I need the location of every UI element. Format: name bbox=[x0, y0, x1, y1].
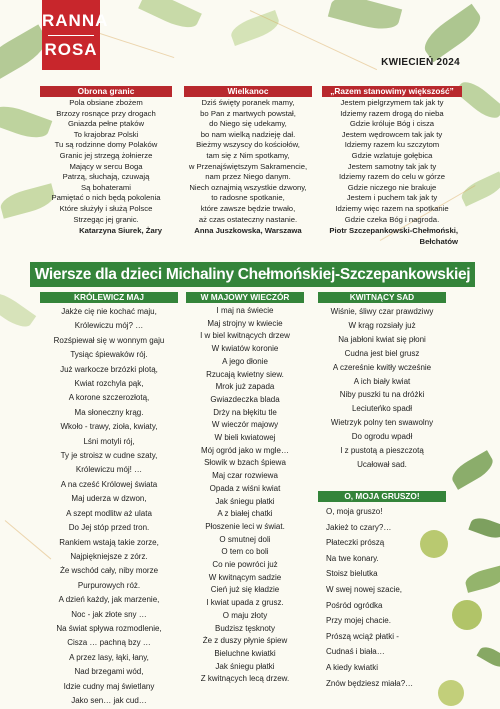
poem-line: Rozśpiewał się w wonnym gaju bbox=[53, 335, 165, 345]
poem-line: Co nie powróci już bbox=[212, 560, 278, 570]
poem-line: Leciuteńko spadł bbox=[351, 404, 413, 414]
poem-line: Lśni motyli rój, bbox=[83, 436, 135, 446]
poem-line: I maj na świecie bbox=[216, 306, 274, 315]
poem-line: Jestem i puchem tak jak ty bbox=[346, 193, 438, 203]
poem-line: Jak śniegu płatki bbox=[215, 661, 275, 671]
section-banner: Wiersze dla dzieci Michaliny Chełmońskiej-Szczepankowskiej bbox=[30, 262, 475, 287]
poem-line: Drży na błękitu tle bbox=[213, 407, 277, 417]
poem-line: Maj uderza w dzwon, bbox=[71, 494, 147, 504]
poem-line: Budzisz tęsknoty bbox=[214, 623, 276, 633]
poem-line: Maj czar rozwiewa bbox=[212, 471, 278, 481]
leaf-decoration bbox=[477, 643, 500, 670]
poem-line: Gniazda pełne ptaków bbox=[67, 119, 145, 129]
poem-line: Do ogrodu wpadł bbox=[351, 432, 413, 442]
poem-wielkanoc bbox=[184, 86, 312, 237]
poem-line: I kwiat upada z grusz. bbox=[206, 598, 284, 608]
leaf-decoration bbox=[448, 450, 497, 490]
poem-title: Wielkanoc bbox=[184, 86, 312, 97]
poem-title: O, MOJA GRUSZO! bbox=[318, 491, 446, 502]
poem-line: Na jabłoni kwiat się płoni bbox=[338, 334, 426, 344]
leaf-decoration bbox=[418, 4, 486, 63]
poem-line: Nad brzegami wód, bbox=[74, 667, 144, 677]
poem-line: Cień już się kładzie bbox=[210, 585, 280, 595]
poem-line: Pamiętać o nich będą pokolenia bbox=[51, 193, 161, 203]
poem-line: W swej nowej szacie, bbox=[326, 584, 403, 594]
poem-line: Tu są rodzinne domy Polaków bbox=[54, 140, 158, 150]
poem-line: W wieczór majowy bbox=[211, 420, 279, 430]
poem-title: KWITNĄCY SAD bbox=[318, 292, 446, 303]
poem-line: Opada z wiśni kwiat bbox=[209, 483, 281, 493]
poem-line: A ich biały kwiat bbox=[353, 376, 411, 386]
poem-line: Gdzie niczego nie brakuje bbox=[347, 182, 437, 192]
poem-line: Z kwitnących lecą drzew. bbox=[200, 674, 290, 684]
poem-line: Najpiękniejsze z zórz. bbox=[70, 551, 148, 561]
poem-title: KRÓLEWICZ MAJ bbox=[40, 292, 178, 303]
poem-line: Znów będziesz miała?… bbox=[326, 678, 414, 688]
poem-title: Obrona granic bbox=[40, 86, 172, 97]
poem-line: W bieli kwiatowej bbox=[214, 433, 276, 443]
poem-line: Mój ogród jako w mgle… bbox=[200, 445, 290, 455]
leaf-decoration bbox=[328, 0, 402, 35]
poem-kwitnacy-sad bbox=[318, 292, 446, 472]
poem-line: Gdzie króluje Bóg i cisza bbox=[349, 119, 435, 129]
poem-line: aż czas ostateczny nastanie. bbox=[198, 214, 298, 224]
poem-line: A przez lasy, łąki, łany, bbox=[69, 652, 149, 662]
poem-line: Kwiat rozchyla pąk, bbox=[74, 379, 144, 389]
issue-label: KWIECIEŃ 2024 bbox=[381, 57, 460, 68]
poem-title: „Razem stanowimy większość” bbox=[322, 86, 462, 97]
poem-line: A korone szczerozłotą, bbox=[68, 393, 150, 403]
poem-line: Królewiczu mój? … bbox=[74, 321, 144, 331]
poem-line: w Przenajświętszym Sakramencie, bbox=[188, 161, 308, 171]
poem-line: Cudnaś i biała… bbox=[326, 647, 385, 657]
poem-line: Maj strojny w kwiecie bbox=[207, 318, 283, 328]
poem-line: Idziemy więc razem na spotkanie bbox=[335, 203, 449, 213]
poem-line: Niby puszki tu na dróżki bbox=[339, 390, 425, 400]
poem-author: Anna Juszkowska, Warszawa bbox=[194, 226, 302, 236]
leaf-decoration bbox=[0, 287, 36, 332]
leaf-decoration bbox=[458, 171, 500, 206]
poem-line: Stoisz bielutka bbox=[326, 569, 378, 579]
poem-line: Bieluchne kwiatki bbox=[214, 648, 276, 658]
poem-line: Jestem samotny tak jak ty bbox=[347, 161, 437, 171]
poem-line: Że wschód cały, niby morze bbox=[59, 566, 159, 576]
poem-line: Idzie cudny maj świetlany bbox=[63, 681, 155, 691]
poem-line: Idziemy razem ku szczytom bbox=[344, 140, 440, 150]
poem-line: A dzień każdy, jak marzenie, bbox=[58, 595, 160, 605]
poem-line: Przy mojej chacie. bbox=[326, 616, 391, 626]
poem-line: To krajobraz Polski bbox=[73, 129, 139, 139]
poem-line: Na świat spływa rozmodlenie, bbox=[56, 623, 162, 633]
poem-line: Noc - jak złote sny … bbox=[71, 609, 147, 619]
poem-line: tam się z Nim spotkamy, bbox=[206, 150, 290, 160]
poem-obrona-granic bbox=[40, 86, 172, 237]
poem-line: O maju złoty bbox=[222, 610, 268, 620]
poem-line: Wietrzyk polny ten swawolny bbox=[330, 418, 434, 428]
poem-line: A szept modlitw aż ulata bbox=[66, 508, 152, 518]
poem-line: Tysiąc śpiewaków rój. bbox=[70, 350, 148, 360]
poem-line: Jakież to czary?… bbox=[326, 522, 392, 532]
poem-line: do Niego się udekamy, bbox=[209, 119, 287, 129]
poem-line: Strzegąc jej granic. bbox=[73, 214, 139, 224]
poem-line: A kiedy kwiatki bbox=[326, 662, 379, 672]
poem-line: Są bohaterami bbox=[81, 182, 131, 192]
poem-line: Mający w sercu Boga bbox=[69, 161, 143, 171]
poem-line: O, moja gruszo! bbox=[326, 507, 383, 516]
leaf-decoration bbox=[468, 514, 500, 541]
poem-line: bo nam wielką nadzieję dał. bbox=[200, 129, 296, 139]
poem-line: Brzozy rosnące przy drogach bbox=[56, 108, 156, 118]
poem-line: Purpurowych róż. bbox=[77, 580, 141, 590]
poem-krolewicz-maj bbox=[40, 292, 178, 708]
poem-line: Cudna jest biel grusz bbox=[344, 348, 420, 358]
poem-line: A jego dłonie bbox=[222, 356, 268, 366]
poem-line: Ucałował sad. bbox=[357, 459, 407, 469]
pear-decoration bbox=[452, 600, 482, 630]
poem-line: Bieżmy wszyscy do kościołów, bbox=[196, 140, 300, 150]
poem-line: nam przez Niego danym. bbox=[205, 172, 291, 182]
poem-line: W kwiatów koronie bbox=[211, 344, 279, 354]
poem-line: Rankiem wstają takie zorze, bbox=[59, 537, 159, 547]
poem-line: Jako sen… jak cud… bbox=[71, 695, 147, 705]
logo-divider bbox=[48, 35, 94, 36]
poem-line: bo Pan z martwych powstał, bbox=[200, 108, 296, 118]
poem-line: Prószą wciąż płatki - bbox=[326, 631, 399, 641]
leaf-decoration bbox=[138, 0, 202, 34]
poem-line: Rzucają kwietny siew. bbox=[206, 369, 284, 379]
poem-line: to radosne spotkanie, bbox=[211, 193, 285, 203]
poem-line: Ty je stroisz w cudne szaty, bbox=[60, 451, 158, 461]
poem-line: Idziemy razem do celu w górze bbox=[339, 172, 445, 182]
poem-line: Niech oznajmią wszystkie dzwony, bbox=[189, 182, 307, 192]
poem-line: Do Jej stóp przed tron. bbox=[68, 523, 150, 533]
logo-line-2: ROSA bbox=[44, 40, 98, 59]
poem-line: Ma słoneczny krąg. bbox=[74, 407, 144, 417]
poem-line: Dziś święty poranek mamy, bbox=[201, 98, 295, 107]
poem-line: Jestem pielgrzymem tak jak ty bbox=[340, 98, 444, 107]
poem-line: O smutnej doli bbox=[219, 534, 271, 544]
poem-line: W krąg rozsiały już bbox=[348, 320, 416, 330]
poem-line: A czereśnie kwitły wcześnie bbox=[332, 362, 432, 372]
poem-line: Już warkocze brzózki plotą, bbox=[60, 364, 158, 374]
poem-line: Gwiazdeczka blada bbox=[210, 394, 280, 404]
logo-line-1: RANNA bbox=[42, 11, 109, 30]
poem-line: Jestem wędrowcem tak jak ty bbox=[341, 129, 443, 139]
poem-line: Że z duszy płynie śpiew bbox=[202, 636, 288, 646]
poem-line: Płoszenie leci w świat. bbox=[205, 521, 285, 531]
poem-line: które zawsze będzie trwało, bbox=[200, 203, 296, 213]
poem-line: W kwitnącym sadzie bbox=[208, 572, 282, 582]
poem-line: Na twe konary. bbox=[326, 553, 379, 563]
poem-line: O tem co boli bbox=[221, 547, 269, 557]
poem-line: Które służyły i służą Polsce bbox=[59, 203, 153, 213]
poem-line: Idziemy razem drogą do nieba bbox=[340, 108, 444, 118]
poem-line: Patrzą, słuchają, czuwają bbox=[62, 172, 150, 182]
leaf-decoration bbox=[228, 10, 282, 46]
poem-o-moja-gruszo bbox=[318, 491, 446, 691]
poem-line: A z białej chatki bbox=[217, 509, 273, 519]
poem-line: Pola obsiane zbożem bbox=[69, 98, 143, 107]
poem-line: I w biel kwitnących drzew bbox=[200, 331, 290, 341]
poem-title: W MAJOWY WIECZÓR bbox=[186, 292, 304, 303]
poem-razem-stanowimy bbox=[322, 86, 462, 247]
leaf-decoration bbox=[463, 565, 500, 593]
poem-line: Słowik w bzach śpiewa bbox=[204, 458, 286, 468]
poem-line: Granic jej strzegą żołnierze bbox=[59, 150, 153, 160]
poem-line: Pośród ogródka bbox=[326, 600, 383, 610]
poem-line: Jakże cię nie kochać maju, bbox=[61, 307, 157, 316]
poem-author: Katarzyna Siurek, Żary bbox=[79, 226, 162, 236]
poem-line: I z pustotą a pieszczotą bbox=[340, 446, 424, 456]
poem-line: Wkoło - trawy, zioła, kwiaty, bbox=[60, 422, 158, 432]
poem-line: Gdzie czeka Bóg i nagroda. bbox=[344, 214, 440, 224]
poem-line: Królewiczu mój! … bbox=[75, 465, 143, 475]
poem-line: Mrok już zapada bbox=[215, 382, 275, 392]
poem-line: Cisza … pachną bzy … bbox=[67, 638, 151, 648]
poem-line: A na cześć Królowej świata bbox=[60, 479, 158, 489]
poem-line: Jak śniegu płatki bbox=[215, 496, 275, 506]
poem-author: Piotr Szczepankowski-Chełmoński, Bełchatów bbox=[329, 226, 458, 246]
magazine-logo bbox=[42, 0, 109, 70]
poem-line: Płateczki prószą bbox=[326, 538, 385, 548]
poem-w-majowy-wieczor bbox=[186, 292, 304, 686]
poem-line: Gdzie wzlatuje gołębica bbox=[351, 150, 433, 160]
poem-line: Wiśnie, śliwy czar prawdziwy bbox=[330, 307, 434, 316]
